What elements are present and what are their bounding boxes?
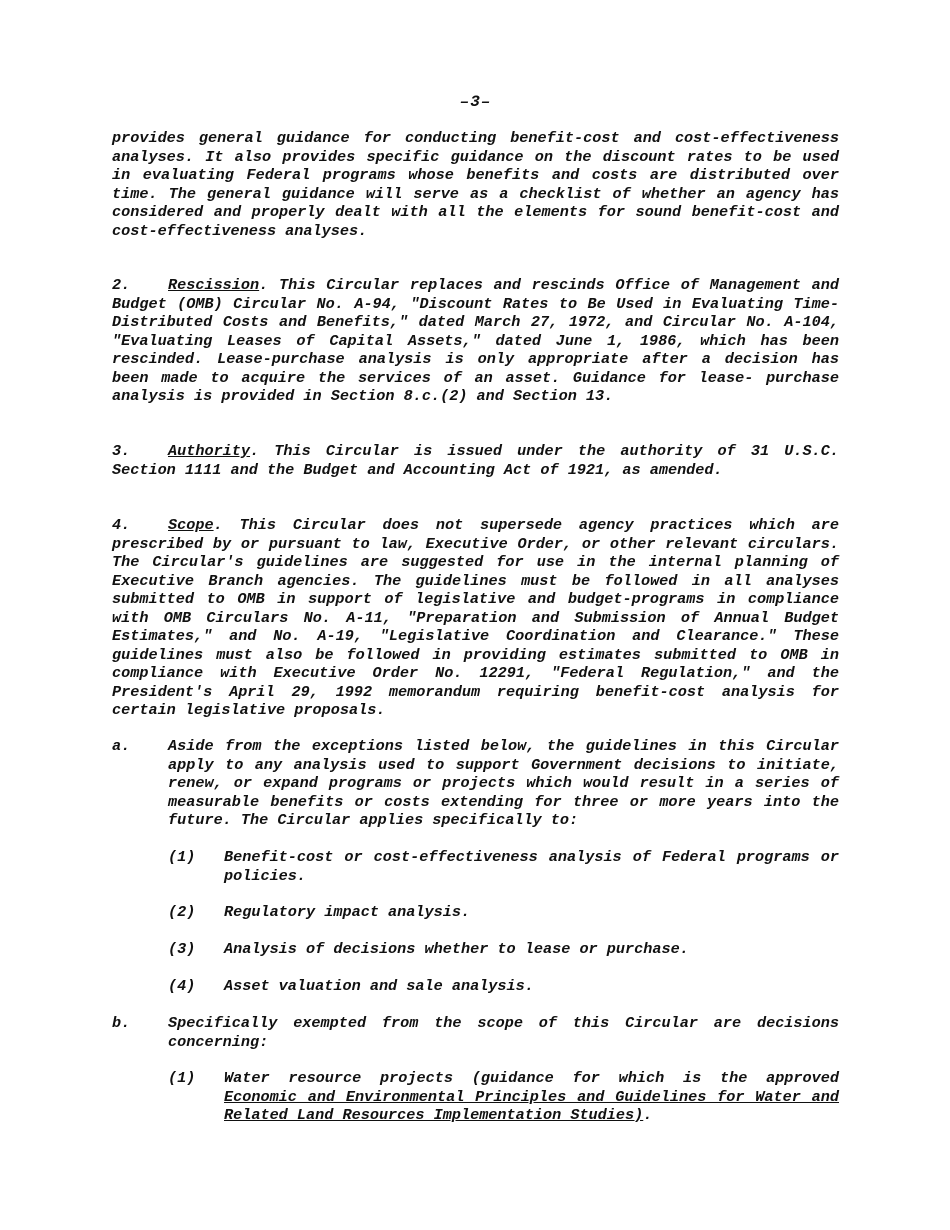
- list-marker-b: b.: [112, 1014, 131, 1032]
- list-item-a-1: [168, 848, 839, 885]
- cited-publication-title: Economic and Environmental Principles and Guidelines for Water and Related Land Resources Implementation Studies): [224, 1087, 839, 1124]
- list-item-b-1: [168, 1069, 839, 1125]
- list-item-b-1-text-after: .: [643, 1106, 653, 1124]
- list-item-a-3: [168, 940, 839, 959]
- list-item-b-1-text: [224, 1069, 839, 1125]
- list-marker-a-3: (3): [168, 940, 196, 958]
- list-item-a-2: [168, 903, 839, 922]
- list-item-a-4-text: Asset valuation and sale analysis.: [224, 977, 534, 995]
- list-item-a-1-text: Benefit-cost or cost-effectiveness analysis of Federal programs or policies.: [224, 848, 839, 885]
- list-marker-a-4: (4): [168, 977, 196, 995]
- list-marker-a: a.: [112, 737, 131, 755]
- section-3-text: . This Circular is issued under the authority of 31 U.S.C. Section 1111 and the Budget and Accounting Act of 1921, as amended.: [112, 442, 839, 479]
- section-4-text: . This Circular does not supersede agency practices which are prescribed by or pursuant to law, Executive Order, or other relevant circulars. The Circular's guidelines are suggested for use in the internal planning of Executive Branch agencies. The guidelines must be followed in all analyses submitted to OMB in support of legislative and budget-programs in compliance with OMB Circulars No. A-11, "Preparation and Submission of Annual Budget Estimates," and No. A-19, "Legislative Coordination and Clearance." These guidelines must also be followed in providing estimates submitted to OMB in compliance with Executive Order No. 12291, "Federal Regulation," and the President's April 29, 1992 memorandum requiring benefit-cost analysis for certain legislative proposals.: [112, 516, 839, 719]
- list-item-a: [112, 737, 839, 830]
- section-2-heading: Rescission: [168, 276, 260, 294]
- intro-text: provides general guidance for conducting benefit-cost and cost-effectiveness analyses. It also provides specific guidance on the discount rates to be used in evaluating Federal programs whose benefits and costs are distributed over time. The general guidance will serve as a checklist of whether an agency has considered and properly dealt with all the elements for sound benefit-cost and cost-effectiveness analyses.: [112, 129, 839, 240]
- section-3-number: 3.: [112, 442, 131, 460]
- list-marker-a-1: (1): [168, 848, 196, 866]
- list-marker-a-2: (2): [168, 903, 196, 921]
- list-item-b-1-text-before: Water resource projects (guidance for which is the approved: [224, 1069, 839, 1087]
- list-marker-b-1: (1): [168, 1069, 196, 1087]
- list-item-b-text: Specifically exempted from the scope of this Circular are decisions concerning:: [168, 1014, 839, 1051]
- list-item-a-text: Aside from the exceptions listed below, the guidelines in this Circular apply to any analysis used to support Government decisions to initiate, renew, or expand programs or projects which would result in a series of measurable benefits or costs extending for three or more years into the future. The Circular applies specifically to:: [168, 737, 839, 829]
- intro-paragraph: [112, 129, 839, 240]
- list-item-b: [112, 1014, 839, 1051]
- section-4-scope: [112, 516, 839, 720]
- list-item-a-4: [168, 977, 839, 996]
- list-item-a-2-text: Regulatory impact analysis.: [224, 903, 471, 921]
- section-4-number: 4.: [112, 516, 131, 534]
- list-item-a-3-text: Analysis of decisions whether to lease or purchase.: [224, 940, 689, 958]
- section-3-heading: Authority: [168, 442, 251, 460]
- page-number: –3–: [459, 93, 492, 111]
- section-2-text: . This Circular replaces and rescinds Office of Management and Budget (OMB) Circular No. A-94, "Discount Rates to Be Used in Evaluating Time-Distributed Costs and Benefits," dated March 27, 1972, and Circular No. A-104, "Evaluating Leases of Capital Assets," dated June 1, 1986, which has been rescinded. Lease-purchase analysis is only appropriate after a decision has been made to acquire the services of an asset. Guidance for lease- purchase analysis is provided in Section 8.c.(2) and Section 13.: [112, 276, 839, 405]
- section-4-heading: Scope: [168, 516, 214, 534]
- section-2-number: 2.: [112, 276, 131, 294]
- section-3-authority: [112, 442, 839, 479]
- section-2-rescission: [112, 276, 839, 406]
